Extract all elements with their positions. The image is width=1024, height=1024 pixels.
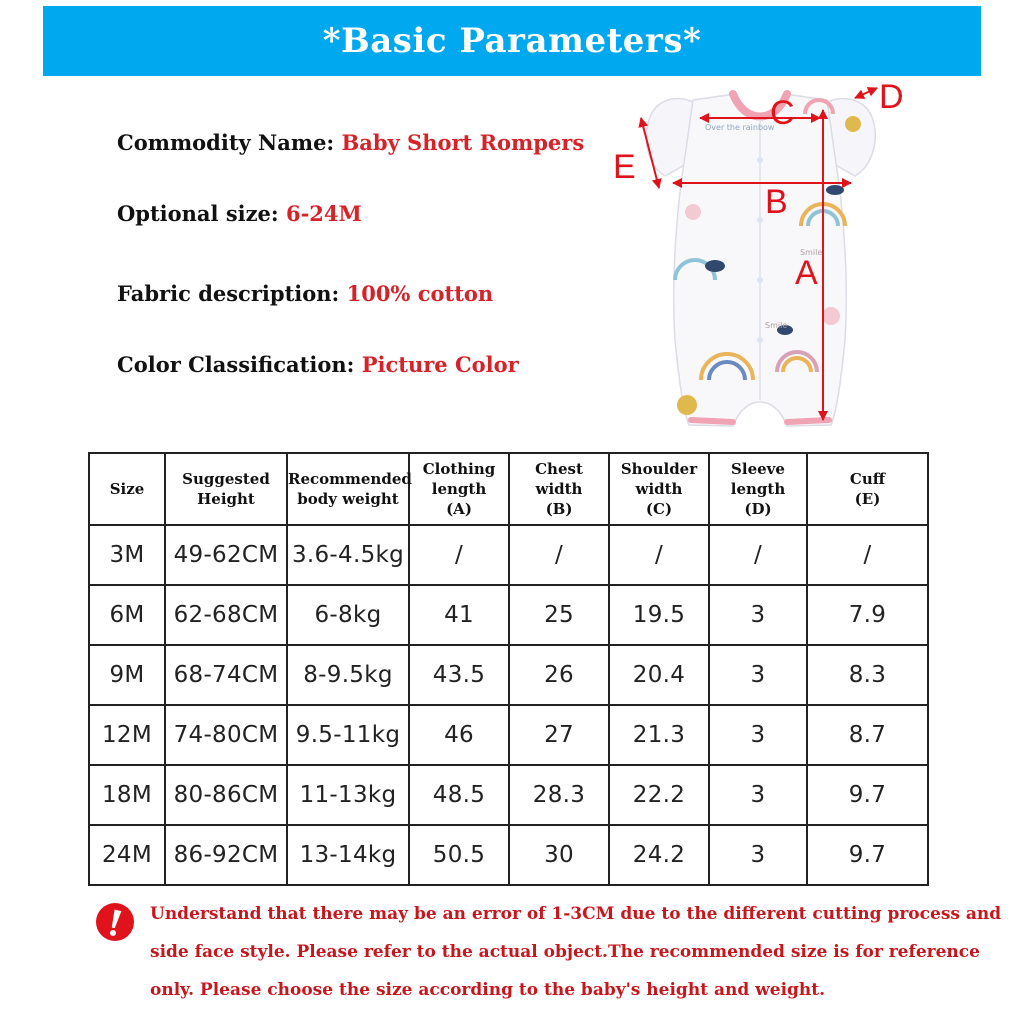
table-cell: / [409,525,509,585]
table-cell: 8.3 [807,645,928,705]
size-error-note [150,895,1002,1009]
table-cell: 8-9.5kg [287,645,409,705]
label-b: B [765,183,788,221]
romper-measurement-diagram [605,80,915,440]
table-cell: 9.7 [807,765,928,825]
column-header [89,453,165,525]
table-cell: / [807,525,928,585]
table-cell: 46 [409,705,509,765]
table-cell: 3 [709,825,807,885]
note-line-2: side face style. Please refer to the actual object.The recommended size is for reference [150,942,980,962]
column-header-line: (D) [744,500,772,518]
table-row [89,765,928,825]
table-cell: 28.3 [509,765,609,825]
table-cell: 26 [509,645,609,705]
note-line-1: Understand that there may be an error of 1-3CM due to the different cutting process and [150,904,1002,924]
table-cell: / [609,525,709,585]
table-cell: / [509,525,609,585]
label-a: A [795,254,818,292]
print-text-3: Smile [765,321,788,330]
table-cell: 6-8kg [287,585,409,645]
column-header-line: width [635,480,683,498]
table-cell: 12M [89,705,165,765]
column-header-line: Sleeve [731,460,785,478]
table-cell: 18M [89,765,165,825]
column-header [409,453,509,525]
table-row [89,585,928,645]
left-leg-cuff [691,420,733,422]
print-text-1: Over the rainbow [705,123,775,132]
fabric-value: 100% cotton [346,281,494,306]
table-cell: 3M [89,525,165,585]
optional-size-line [117,201,362,226]
column-header-line: Size [109,480,145,498]
column-header-line: Clothing [422,460,496,478]
column-header [287,453,412,525]
page-title: *Basic Parameters* [322,21,702,61]
column-header [165,453,287,525]
table-cell: 24.2 [609,825,709,885]
table-cell: 24M [89,825,165,885]
table-cell: 25 [509,585,609,645]
column-header-line: Suggested [182,470,270,488]
fabric-line [117,281,493,306]
table-cell: 50.5 [409,825,509,885]
table-cell: 20.4 [609,645,709,705]
table-cell: 30 [509,825,609,885]
table-cell: 9.7 [807,825,928,885]
table-row [89,645,928,705]
fabric-label: Fabric description: [117,281,347,306]
right-leg-cuff [787,420,829,422]
column-header [807,453,928,525]
print-text-2: Smile [800,248,823,257]
label-d: D [879,80,904,116]
table-cell: 27 [509,705,609,765]
column-header-line: Shoulder [620,460,698,478]
table-cell: 80-86CM [165,765,287,825]
line-d [855,88,877,98]
table-cell: 74-80CM [165,705,287,765]
table-cell: 3 [709,765,807,825]
note-line-3: only. Please choose the size according to the baby's height and weight. [150,980,826,1000]
table-cell: / [709,525,807,585]
table-cell: 68-74CM [165,645,287,705]
table-cell: 6M [89,585,165,645]
table-cell: 9M [89,645,165,705]
optional-size-label: Optional size: [117,201,286,226]
header-banner [43,6,981,76]
table-cell: 41 [409,585,509,645]
column-header-line: Chest [535,460,583,478]
column-header-line: body weight [297,490,399,508]
size-table [88,452,929,886]
column-header-line: length [730,480,786,498]
color-classification-line [117,352,519,377]
table-row [89,525,928,585]
column-header-line: (C) [645,500,673,518]
table-cell: 19.5 [609,585,709,645]
column-header-line: Height [197,490,255,508]
column-header-line: (E) [854,490,881,508]
commodity-name-label: Commodity Name: [117,130,342,155]
table-cell: 3 [709,585,807,645]
column-header-line: (A) [446,500,472,518]
label-e: E [613,148,636,186]
column-header-line: (B) [545,500,573,518]
column-header-line: Cuff [849,470,886,488]
table-cell: 86-92CM [165,825,287,885]
column-header [709,453,807,525]
table-cell: 13-14kg [287,825,409,885]
commodity-name-value: Baby Short Rompers [341,130,585,155]
exclamation-icon [95,902,135,942]
column-header [609,453,709,525]
color-classification-label: Color Classification: [117,352,362,377]
table-cell: 8.7 [807,705,928,765]
romper-body [646,94,875,426]
table-row [89,705,928,765]
table-cell: 3 [709,705,807,765]
column-header-line: width [535,480,583,498]
table-cell: 43.5 [409,645,509,705]
column-header [509,453,609,525]
table-header-row [89,453,928,525]
table-row [89,825,928,885]
table-cell: 22.2 [609,765,709,825]
table-cell: 48.5 [409,765,509,825]
column-header-line: Recommended [288,470,412,488]
color-classification-value: Picture Color [361,352,519,377]
table-cell: 3.6-4.5kg [287,525,409,585]
optional-size-value: 6-24M [285,201,362,226]
label-c: C [770,94,795,132]
table-cell: 21.3 [609,705,709,765]
table-cell: 3 [709,645,807,705]
table-cell: 9.5-11kg [287,705,409,765]
column-header-line: length [431,480,487,498]
commodity-name-line [117,130,584,155]
table-cell: 7.9 [807,585,928,645]
table-cell: 49-62CM [165,525,287,585]
table-cell: 62-68CM [165,585,287,645]
table-cell: 11-13kg [287,765,409,825]
